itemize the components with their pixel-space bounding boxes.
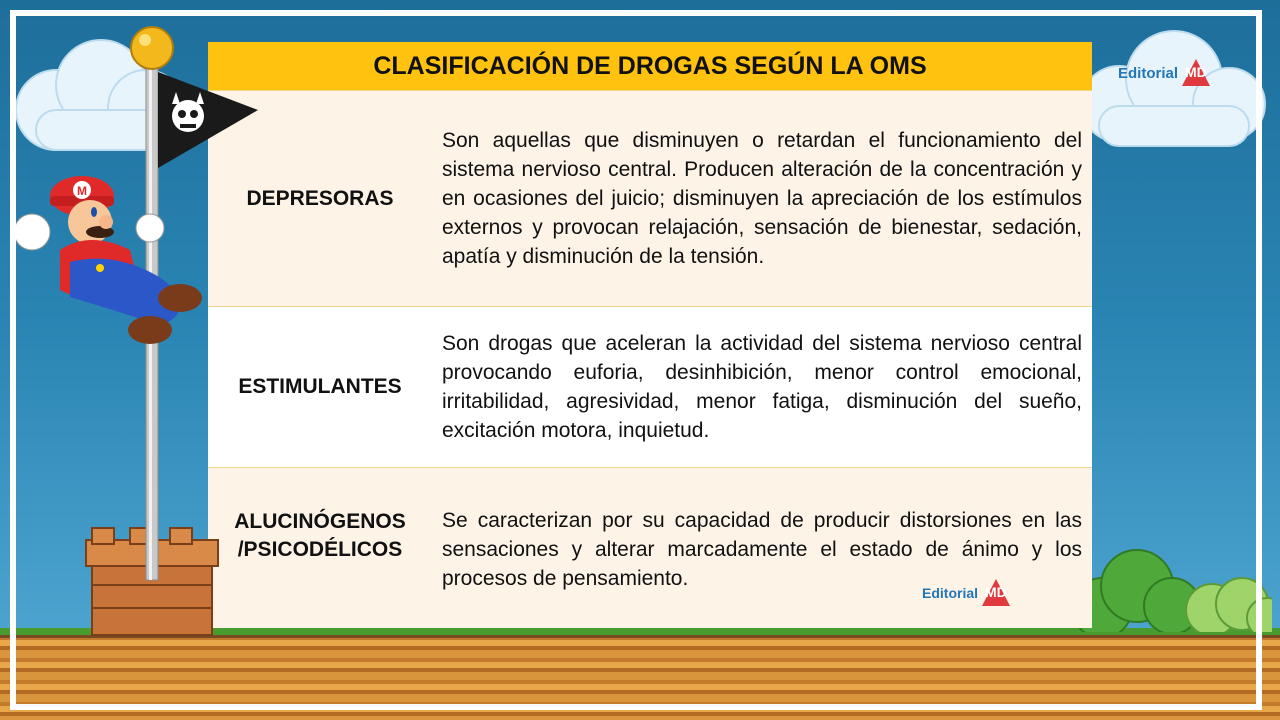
mario-icon: [14, 176, 202, 344]
editorial-logo: [922, 578, 1011, 608]
cloud-icon: [1074, 24, 1270, 154]
category-label: DEPRESORAS: [246, 186, 394, 210]
bowser-flag-icon: [158, 72, 258, 168]
logo-mark-text: MD: [1185, 64, 1207, 80]
bush-icon: [1062, 548, 1272, 632]
category-label: ALUCINÓGENOS /PSICODÉLICOS: [234, 510, 406, 561]
category-description: Son aquellas que disminuyen o retardan el funcionamiento del sistema nervioso central. Producen alteración de la concentración y en ocasiones del juicio; disminuyen la apreciación de los estímulos externos y provocan relajación, sensación de bienestar, sedación, apatía y disminución de la tensión.: [442, 129, 1082, 268]
table-row: [208, 90, 1092, 306]
editorial-logo: [1118, 58, 1211, 88]
logo-mark-icon: [1181, 58, 1211, 88]
category-description: Se caracterizan por su capacidad de producir distorsiones en las sensaciones y alterar marcadamente el estado de ánimo y los procesos de pensamiento.: [442, 509, 1082, 590]
logo-mark-text: MD: [985, 584, 1007, 600]
category-description: Son drogas que aceleran la actividad del sistema nervioso central provocando euforia, desinhibición, menor control emocional, irritabilidad, agresividad, menor fatiga, disminución del sueño, excitación motora, inquietud.: [442, 332, 1082, 442]
page-title: CLASIFICACIÓN DE DROGAS SEGÚN LA OMS: [208, 42, 1092, 90]
logo-word: Editorial: [922, 585, 979, 601]
table-row: [208, 306, 1092, 467]
svg-text:M: M: [77, 184, 87, 198]
flagpole-icon: [0, 0, 260, 720]
category-label: ESTIMULANTES: [238, 375, 402, 398]
logo-word: Editorial: [1118, 64, 1179, 82]
logo-mark-icon: [981, 578, 1011, 608]
classification-table: [208, 42, 1092, 628]
